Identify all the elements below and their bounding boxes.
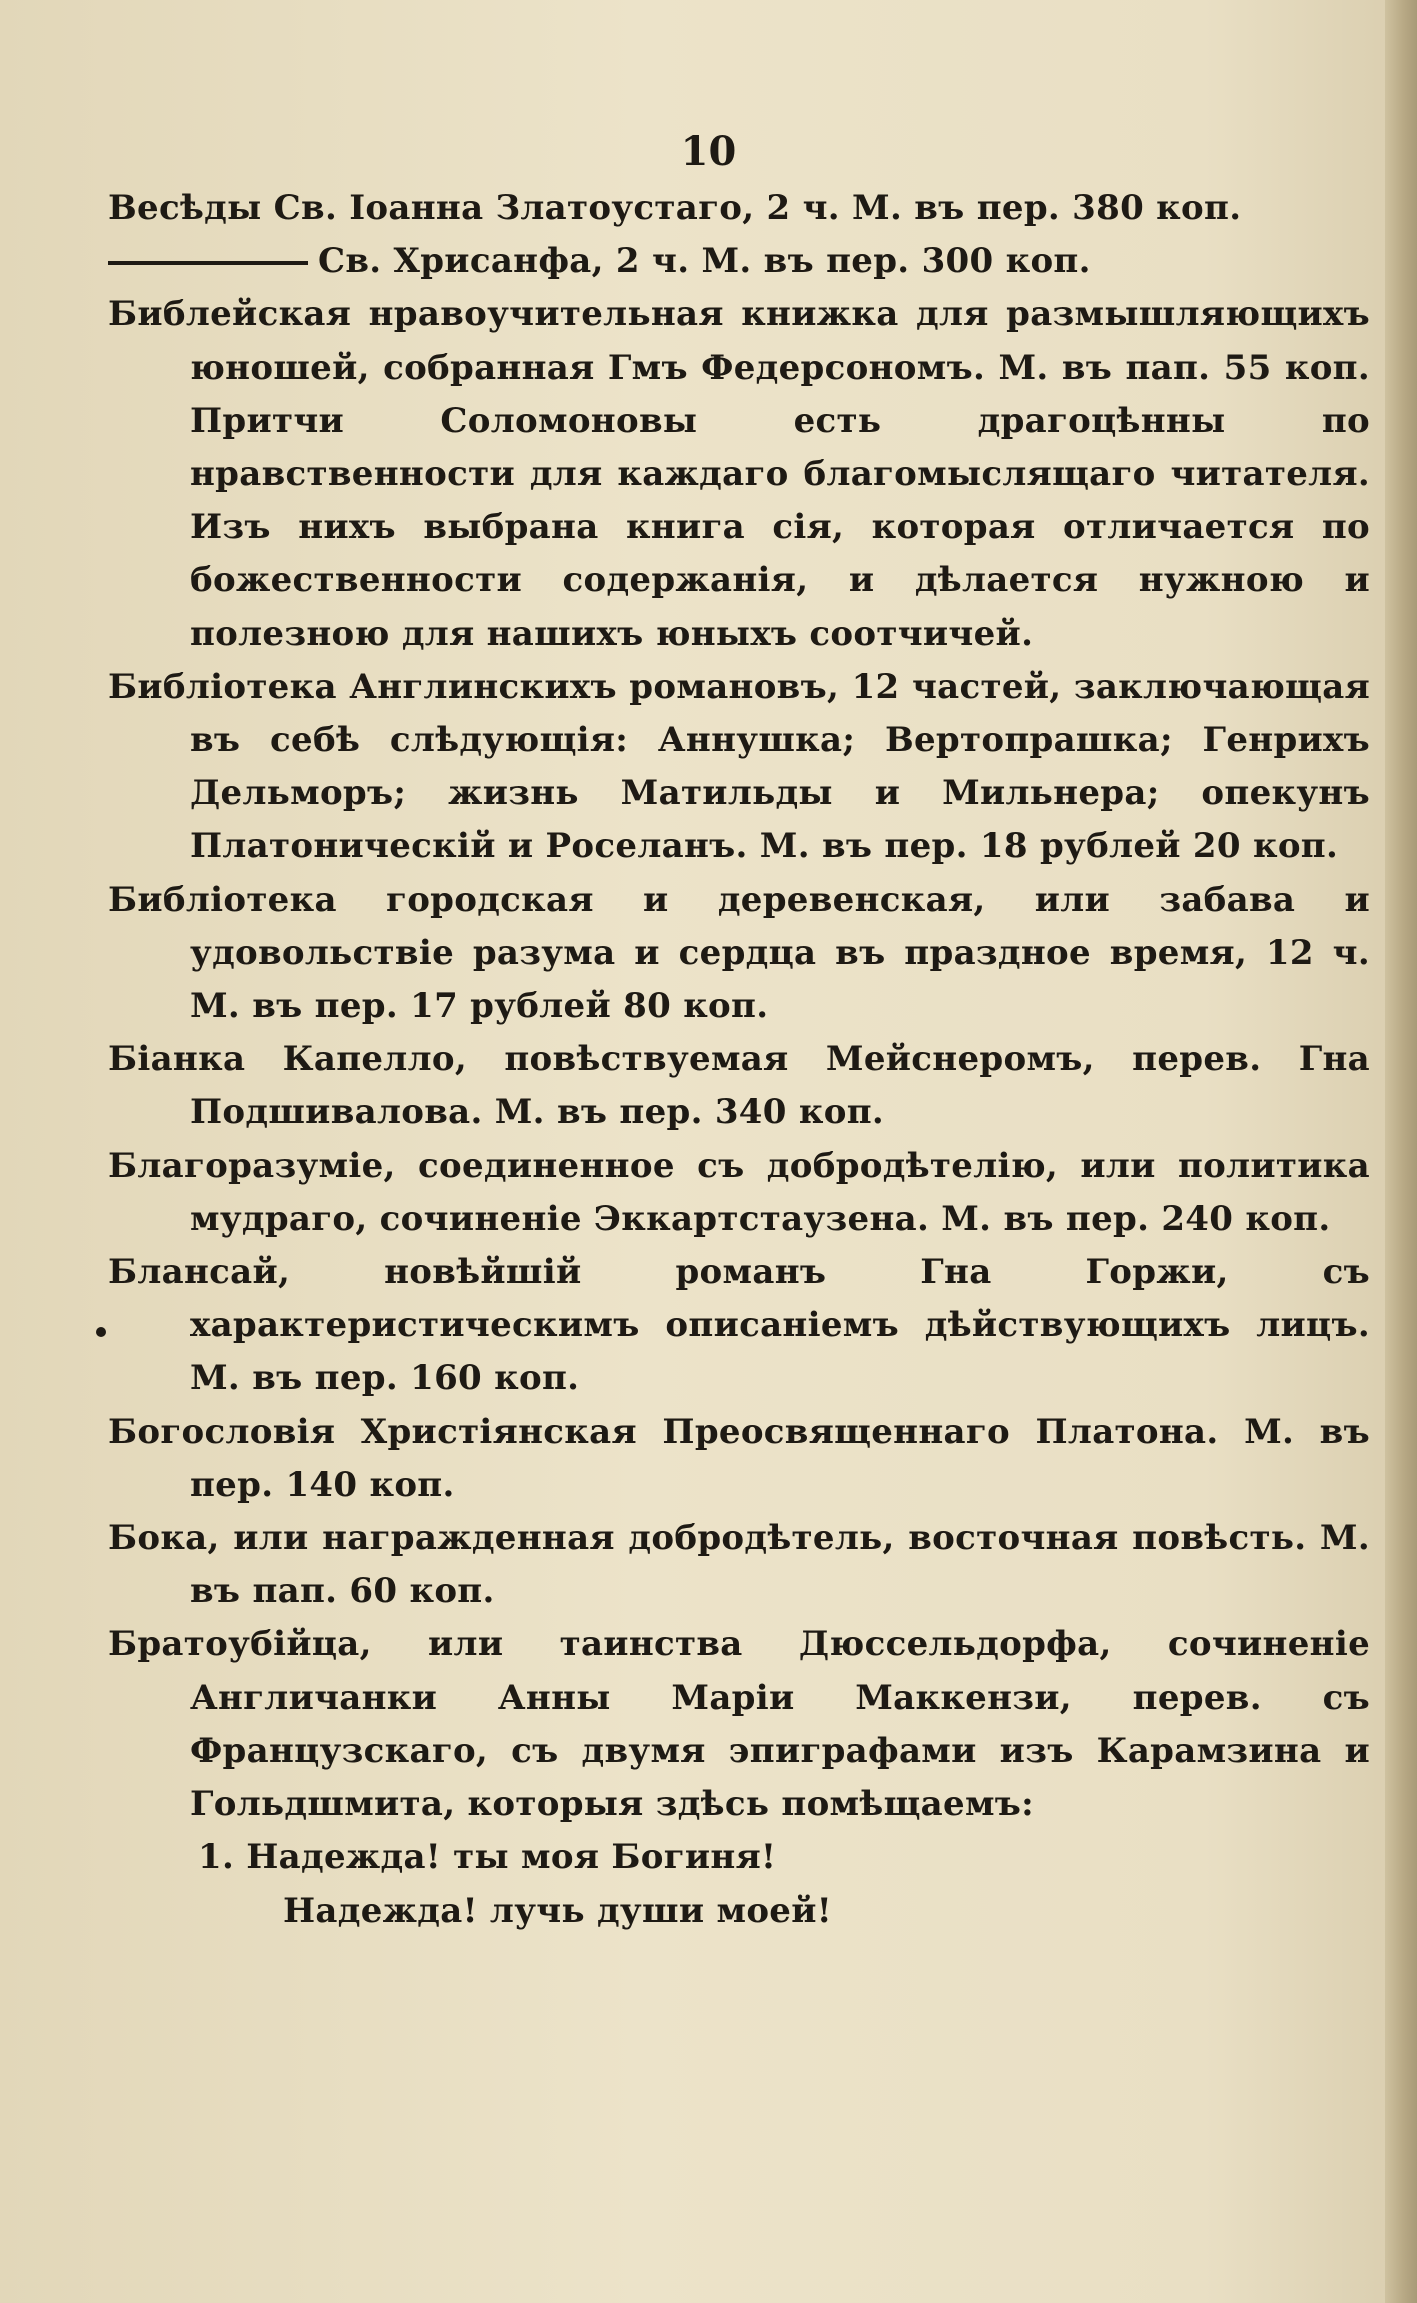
verse-line-1: 1. Надежда! ты моя Богиня! [198, 1837, 777, 1878]
catalog-entry [108, 874, 1370, 1034]
page-edge [1385, 0, 1417, 2303]
entry-text: Св. Хрисанфа, 2 ч. М. въ пер. 300 коп. [318, 241, 1091, 282]
entry-text: для размышляющихъ юношей, собранная Гмъ Федерсономъ. М. въ пап. 55 коп. Притчи Соломоновы есть драгоцѣнны по нравственности для каждаго благомыслящаго читателя. Изъ нихъ выбрана книга сія, которая отличается по божественности содержанія, и дѣлается нужною и полезною для нашихъ юныхъ соотчичей. [190, 294, 1370, 654]
catalog-entry [108, 288, 1370, 660]
entry-text: Преосвященнаго Платона. М. въ пер. 140 коп. [190, 1411, 1370, 1505]
entry-title: Весѣды Св. Іоанна Златоустаго, [108, 188, 755, 228]
catalog-entry [108, 1246, 1370, 1406]
catalog-entry [108, 1618, 1370, 1831]
entry-text: или таинства Дюссельдорфа, сочиненіе Англичанки Анны Маріи Маккензи, перев. съ Французскаго, съ двумя эпиграфами изъ Карамзина и Гольдшмита, которыя здѣсь помѣщаемъ: [190, 1624, 1370, 1825]
entry-title: Богословія Христіянская [108, 1411, 637, 1452]
page-number: 10 [680, 128, 737, 175]
entry-text: 12 частей, заключающая въ себѣ слѣдующія: Аннушка; Вертопрашка; Генрихъ Дельморъ; жизнь Матильды и Мильнера; опекунъ Платоническій и Роселанъ. М. въ пер. 18 рублей 20 коп. [190, 666, 1370, 867]
catalog-entry [108, 1033, 1370, 1139]
entry-title: Библіотека Англинскихъ романовъ, [108, 666, 840, 707]
catalog-entry [108, 235, 1370, 288]
entry-text: или награжденная добродѣтель, восточная повѣсть. М. въ пап. 60 коп. [190, 1518, 1371, 1612]
catalog-entries [108, 182, 1370, 1938]
entry-title: Біанка Капелло, [108, 1039, 467, 1080]
verse-line-2: Надежда! лучь души моей! [283, 1890, 832, 1931]
ink-dot [96, 1327, 106, 1337]
entry-title: Библіотека городская и деревенская, [108, 879, 986, 920]
entry-title: Братоубійца, [108, 1624, 372, 1665]
entry-title: Библейская нравоучительная книжка [108, 294, 899, 335]
catalog-entry [108, 1140, 1370, 1246]
entry-text: или забава и удовольствіе разума и сердца въ праздное время, 12 ч. М. въ пер. 17 рублей 80 коп. [190, 879, 1370, 1027]
entry-title: Бока, [108, 1518, 220, 1559]
catalog-entry [108, 661, 1370, 874]
catalog-entry [108, 1406, 1370, 1512]
entry-text: 2 ч. М. въ пер. 380 коп. [766, 188, 1242, 228]
entry-text: новѣйшій романъ Гна Горжи, съ характеристическимъ описаніемъ дѣйствующихъ лицъ. М. въ пер. 160 коп. [190, 1252, 1370, 1399]
entry-text: соединенное съ добродѣтелію, или политика мудраго, сочиненіе Эккартстаузена. М. въ пер. 240 коп. [190, 1145, 1370, 1239]
ditto-dash [108, 261, 308, 265]
entry-title: Благоразуміе, [108, 1145, 396, 1186]
entry-text: повѣствуемая Мейснеромъ, перев. Гна Подшивалова. М. въ пер. 340 коп. [190, 1039, 1371, 1133]
catalog-entry [108, 182, 1370, 235]
entry-title: Блансай, [108, 1252, 291, 1293]
catalog-entry [108, 1512, 1370, 1618]
